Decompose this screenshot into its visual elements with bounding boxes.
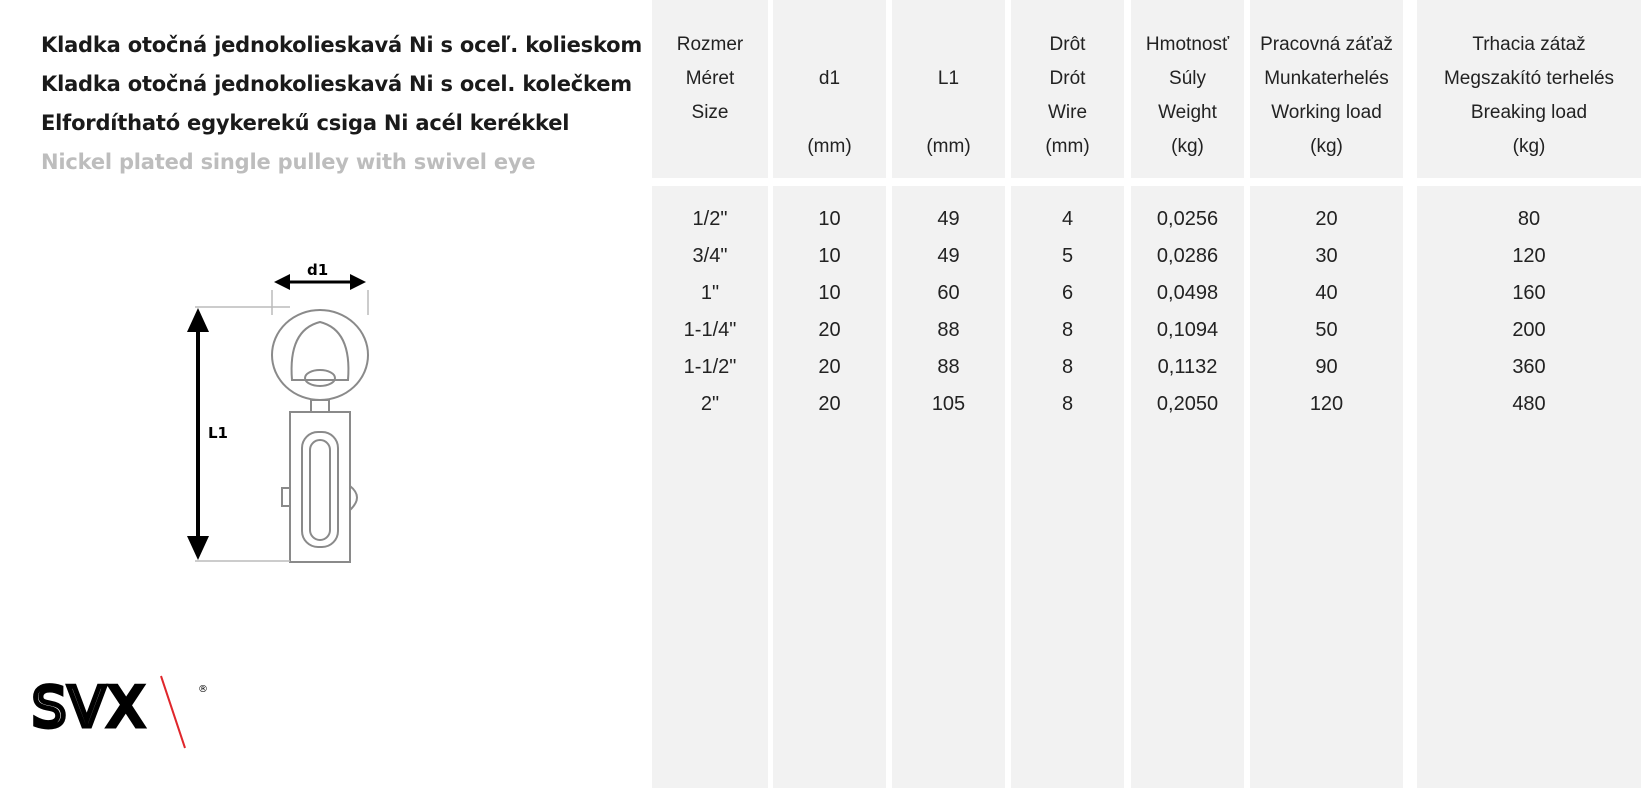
column-cells — [773, 201, 886, 423]
column-d1 — [773, 0, 886, 788]
table-cell: 4 — [1061, 208, 1074, 230]
column-cells — [1011, 201, 1124, 423]
table-cell: 6 — [1061, 282, 1074, 304]
column-cells — [652, 201, 768, 423]
table-cell: 8 — [1061, 356, 1074, 378]
table-cell: 88 — [937, 319, 960, 341]
table-cell: 50 — [1315, 319, 1338, 341]
column-header: Drôt Drót Wire (mm) — [1045, 34, 1090, 157]
table-cell: 20 — [818, 393, 841, 415]
table-cell: 0,1132 — [1157, 356, 1218, 378]
table-cell: 0,1094 — [1156, 319, 1219, 341]
pulley-drawing-icon — [180, 260, 400, 600]
column-working-load — [1250, 0, 1403, 788]
table-cell: 8 — [1061, 393, 1074, 415]
title-hu: Elfordítható egykerekű csiga Ni acél kerékkel — [41, 111, 570, 135]
column-cells — [892, 201, 1005, 423]
table-cell: 40 — [1315, 282, 1338, 304]
title-sk: Kladka otočná jednokolieskavá Ni s oceľ. kolieskom — [41, 33, 643, 57]
registered-mark: ® — [198, 684, 208, 695]
table-cell: 1-1/2" — [683, 356, 737, 378]
table-cell: 20 — [818, 356, 841, 378]
table-cell: 1/2" — [692, 208, 728, 230]
l1-label: L1 — [208, 424, 228, 442]
table-cell: 480 — [1512, 393, 1546, 415]
column-header: Hmotnosť Súly Weight (kg) — [1145, 34, 1230, 157]
table-cell: 3/4" — [692, 245, 728, 267]
d1-label: d1 — [307, 261, 329, 279]
table-cell: 2" — [700, 393, 720, 415]
table-cell: 200 — [1512, 319, 1546, 341]
spec-table — [652, 0, 1641, 788]
title-en: Nickel plated single pulley with swivel eye — [41, 150, 536, 174]
table-cell: 0,0286 — [1156, 245, 1219, 267]
table-cell: 10 — [818, 245, 841, 267]
table-cell: 1" — [700, 282, 720, 304]
column-header: Rozmer Méret Size — [676, 34, 744, 123]
table-cell: 1-1/4" — [683, 319, 737, 341]
column-header: d1 (mm) — [807, 68, 852, 157]
table-cell: 160 — [1512, 282, 1546, 304]
column-breaking-load — [1417, 0, 1641, 788]
table-cell: 10 — [818, 208, 841, 230]
table-cell: 49 — [937, 208, 960, 230]
column-weight — [1131, 0, 1244, 788]
table-cell: 120 — [1309, 393, 1344, 415]
column-wire — [1011, 0, 1124, 788]
table-cell: 5 — [1061, 245, 1074, 267]
table-cell: 0,0256 — [1156, 208, 1219, 230]
title-cz: Kladka otočná jednokolieskavá Ni s ocel. kolečkem — [41, 72, 632, 96]
table-cell: 105 — [931, 393, 966, 415]
table-cell: 90 — [1315, 356, 1338, 378]
column-header: Pracovná záťaž Munkaterhelés Working load (kg) — [1260, 34, 1393, 157]
table-cell: 30 — [1315, 245, 1338, 267]
table-cell: 0,0498 — [1156, 282, 1219, 304]
product-titles — [41, 26, 642, 182]
table-cell: 10 — [818, 282, 841, 304]
column-cells — [1417, 201, 1641, 423]
column-l1 — [892, 0, 1005, 788]
column-header: Trhacia zátaž Megszakító terhelés Breaking load (kg) — [1443, 34, 1615, 157]
table-cell: 0,2050 — [1156, 393, 1219, 415]
column-size — [652, 0, 768, 788]
table-cell: 60 — [937, 282, 960, 304]
logo-text: SVX — [32, 676, 147, 739]
column-cells — [1131, 201, 1244, 423]
table-cell: 120 — [1512, 245, 1546, 267]
table-cell: 20 — [818, 319, 841, 341]
table-cell: 360 — [1512, 356, 1546, 378]
column-header: L1 (mm) — [926, 68, 971, 157]
svx-logo — [30, 670, 220, 752]
table-cell: 49 — [937, 245, 960, 267]
table-cell: 80 — [1517, 208, 1541, 230]
column-cells — [1250, 201, 1403, 423]
table-cell: 20 — [1315, 208, 1338, 230]
table-cell: 8 — [1061, 319, 1074, 341]
table-cell: 88 — [937, 356, 960, 378]
